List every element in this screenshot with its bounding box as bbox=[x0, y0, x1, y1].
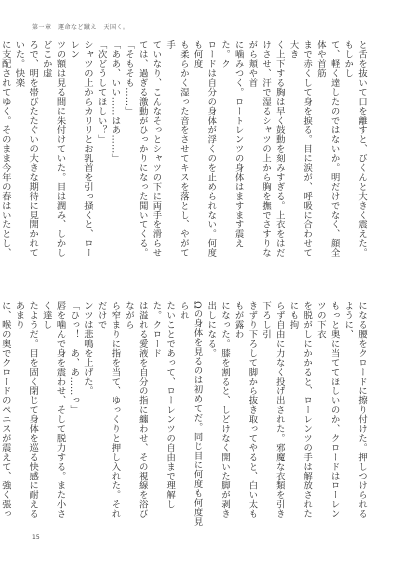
text-line: になった。膝を割ると、しどけなく開いた脚が剥き出しになる。 bbox=[205, 301, 230, 519]
text-line: に噛みつく。ロートレンツの身体はますます震えた。ク bbox=[218, 40, 244, 248]
text-line: に、喉の奥でクロードのペニスが震えて、強く張っ bbox=[0, 301, 11, 519]
text-line: Ωの身体を見るのは初めてだ。同じ目に何度も何度見られ bbox=[177, 301, 203, 527]
text-line: ロードは自分の身体が浮くのを止められない。何度も何度 bbox=[191, 40, 217, 258]
text-line: を脱がしにかかると、ローレンツの手は解放されたにも拘 bbox=[287, 301, 313, 519]
text-line: たいことであって、ローレンツの自由まで理解した。クロード bbox=[150, 301, 176, 509]
text-block-bottom bbox=[0, 301, 368, 527]
text-line: になる腰をクロードに擦り付けた。押しつけられるように、 bbox=[342, 301, 367, 519]
text-line: たようだ。目を固く閉じて身体を巡る快感に耐えるあまり bbox=[13, 301, 39, 519]
text-line: らず自由に力なく投げ出された。邪魔な衣類を引き下ろし引 bbox=[260, 301, 285, 519]
text-line: 「ああ、いい……はあ……」 bbox=[109, 40, 121, 163]
text-line: まで赤くして身を捩る。目に涙が、呼吸に合わせて大き bbox=[287, 40, 313, 258]
text-line: きずり下ろして脚から抜き取ってやると、白い太ももが露わ bbox=[232, 301, 258, 519]
text-line: も柔らかく湿った音をさせてキスを落とし、やがて手 bbox=[164, 40, 189, 258]
text-line: に支配されてゆく。そのまま今年の春はいたとし、 bbox=[0, 40, 11, 258]
text-line: 「次どうしてほしい？」 bbox=[95, 40, 107, 144]
text-line: ろで、明を帯びたたぐいの大きな期待に見開かれていた。快楽 bbox=[13, 40, 39, 258]
text-line: 「ひっ！ あ、あ……っ」 bbox=[68, 301, 80, 415]
text-line: ツの額は見る間に朱付けていた。目は潤み、しかしどこか虚 bbox=[40, 40, 66, 258]
text-line: と舌を抜いて口を離すと、びくんと大きく震えた。もしかし bbox=[342, 40, 367, 258]
text-line: は溢れる愛液を自分の指に纏わせ、その視線を浴びながら bbox=[123, 301, 148, 519]
text-line: 「そもそも……」 bbox=[123, 40, 135, 116]
text-line: ンツは悲鳴を上げた。 bbox=[81, 301, 93, 396]
text-line: ら窄まりに指を当て、ゆっくりと押し入れた。それだけで bbox=[95, 301, 121, 519]
text-line: ていなり、こんなそっとシャツの下に両手を滑らせ bbox=[150, 40, 162, 258]
text-line: て、軽く達したのではないか。明だけでなく、顔全体や首筋 bbox=[314, 40, 340, 258]
text-line: けさせ、汗で湿るシャツの上から胸を撫でさすりながら頬や首 bbox=[246, 40, 272, 258]
text-line: もっと奥に当ててほしいのか、クロードはローレンツの下衣 bbox=[314, 301, 340, 519]
page-number: 15 bbox=[32, 534, 40, 541]
text-line: く上下する胸は早く鼓動を刻みすぎる。上衣をはだ bbox=[273, 40, 285, 258]
text-line: 唇を噛んで身を震わせ、そして脱力する。また小さく達し bbox=[40, 301, 66, 519]
running-header: 第一章 運命など蹴え 天国く。 bbox=[32, 24, 130, 31]
text-block-top bbox=[0, 40, 368, 266]
text-line: シャツの上からカリリとお乳首を引っ掻くと、ローレン bbox=[68, 40, 93, 258]
text-line: ては、過ぎる激動がひっかりになった聞いてくる。 bbox=[136, 40, 148, 258]
